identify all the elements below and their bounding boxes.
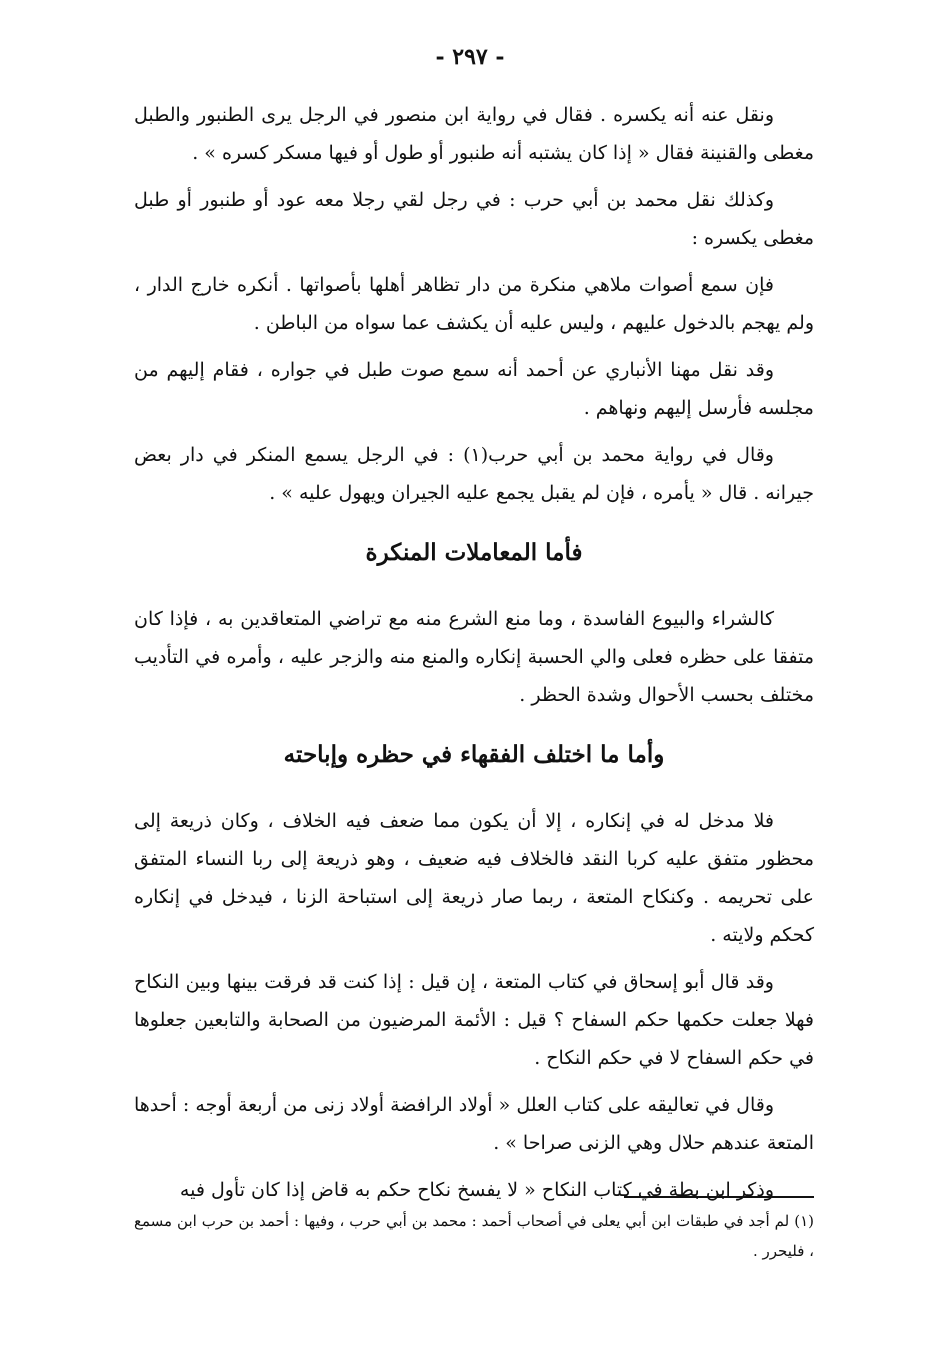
paragraph: كالشراء والبيوع الفاسدة ، وما منع الشرع منه مع تراضي المتعاقدين به ، فإذا كان متفقا على حظره فعلى والي الحسبة إنكاره والمنع منه والزجر عليه ، وأمره في التأديب مختلف بحسب الأحوال وشدة الحظر . (134, 608, 814, 706)
paragraph: فلا مدخل له في إنكاره ، إلا أن يكون مما ضعف فيه الخلاف ، وكان ذريعة إلى محظور متفق عليه كربا النقد فالخلاف فيه ضعيف ، وهو ذريعة إلى ربا النساء المتفق على تحريمه . وكنكاح المتعة ، ربما صار ذريعة إلى استباحة الزنا ، فيدخل في إنكاره كحكم ولايته . (134, 810, 814, 946)
page-body (134, 96, 814, 1218)
section-heading: فأما المعاملات المنكرة (365, 539, 583, 566)
footnote-divider (624, 1196, 814, 1198)
paragraph: وقال في رواية محمد بن أبي حرب(١) : في الرجل يسمع المنكر في دار بعض جيرانه . قال « يأمره ، فإن لم يقبل يجمع عليه الجيران ويهول عليه » . (134, 444, 814, 504)
page-number: - ٢٩٧ - (435, 44, 505, 70)
paragraph: وذكر ابن بطة في كتاب النكاح « لا يفسخ نكاح حكم به قاض إذا كان تأول فيه (179, 1179, 774, 1201)
paragraph: وقد قال أبو إسحاق في كتاب المتعة ، إن قيل : إذا كنت قد فرقت بينها وبين النكاح فهلا جعلت حكمها حكم السفاح ؟ قيل : الأئمة المرضيون من الصحابة والتابعين جعلوها في حكم السفاح لا في حكم النكاح . (134, 971, 814, 1069)
paragraph: ونقل عنه أنه يكسره . فقال في رواية ابن منصور في الرجل يرى الطنبور والطبل مغطى والقنينة فقال « إذا كان يشتبه أنه طنبور أو طول أو فيها مسكر كسره » . (134, 104, 814, 164)
footnote: (١) لم أجد في طبقات ابن أبي يعلى في أصحاب أحمد : محمد بن أبي حرب ، وفيها : أحمد بن حرب ابن مسمع ، فليحرر . (134, 1212, 814, 1260)
paragraph: وقال في تعاليقه على كتاب العلل « أولاد الرافضة أولاد زنى من أربعة أوجه : أحدها المتعة عندهم حلال وهي الزنى صراحا » . (134, 1094, 814, 1154)
paragraph: وقد نقل مهنا الأنباري عن أحمد أنه سمع صوت طبل في جواره ، فقام إليهم من مجلسه فأرسل إليهم ونهاهم . (134, 359, 814, 419)
paragraph: فإن سمع أصوات ملاهي منكرة من دار تظاهر أهلها بأصواتها . أنكره خارج الدار ، ولم يهجم بالدخول عليهم ، وليس عليه أن يكشف عما سواه من الباطن . (134, 274, 814, 334)
paragraph: وكذلك نقل محمد بن أبي حرب : في رجل لقي رجلا معه عود أو طنبور أو طبل مغطى يكسره : (134, 189, 814, 249)
section-heading: وأما ما اختلف الفقهاء في حظره وإباحته (283, 741, 665, 768)
